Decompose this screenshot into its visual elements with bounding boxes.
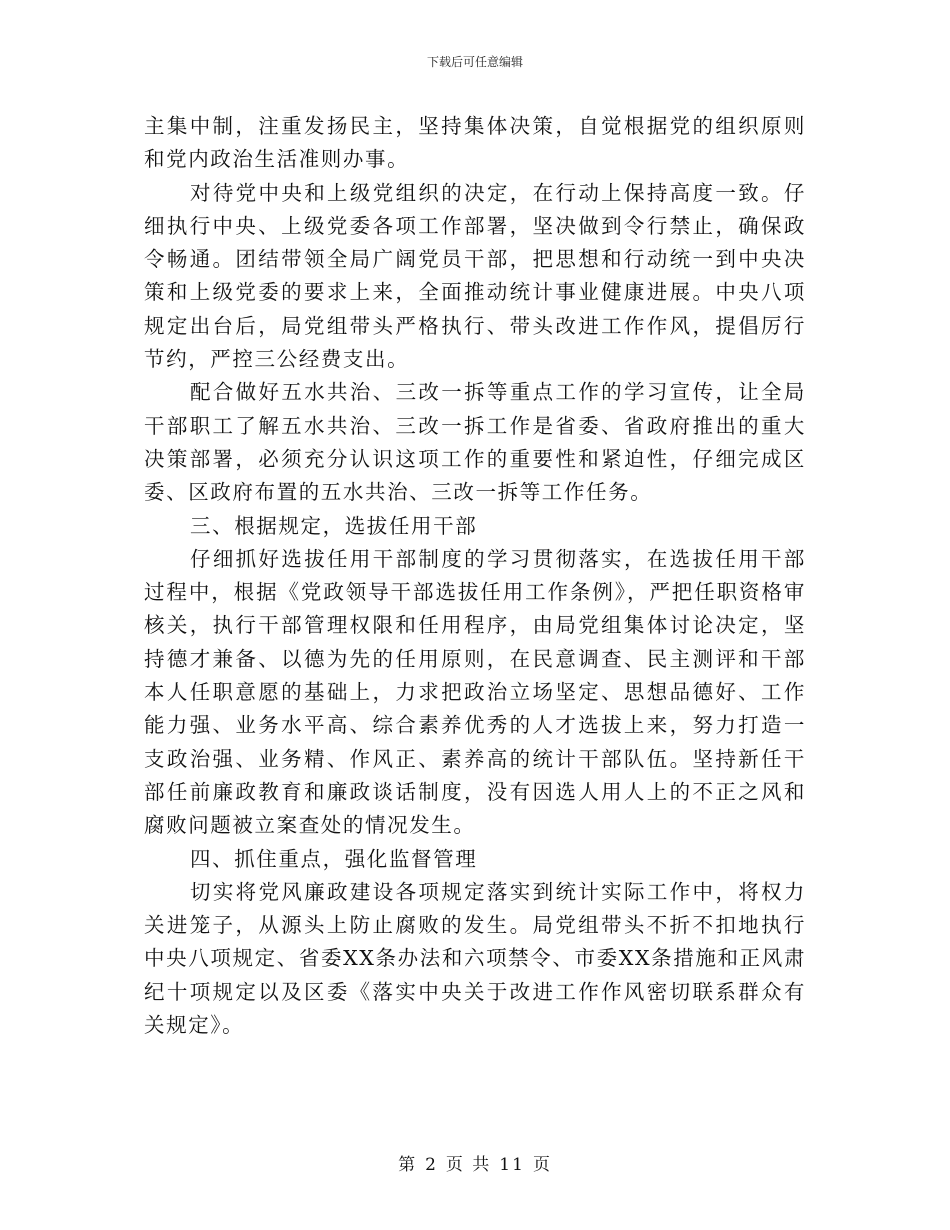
footer-middle: 页 共 xyxy=(445,1155,492,1175)
paragraph-supervision: 切实将党风廉政建设各项规定落实到统计实际工作中，将权力关进笼子，从源头上防止腐败的发生。局党组带头不折不扣地执行中央八项规定、省委XX条办法和六项禁令、市委XX条措施和正风肃纪十项规定以及区委《落实中央关于改进工作作风密切联系群众有关规定》。 xyxy=(144,879,806,1038)
footer-prefix: 第 xyxy=(398,1155,418,1175)
section-heading-cadre-selection: 三、根据规定，选拔任用干部 xyxy=(190,513,478,538)
paragraph-continuation: 主集中制，注重发扬民主，坚持集体决策，自觉根据党的组织原则和党内政治生活准则办事。 xyxy=(144,114,806,172)
document-body xyxy=(144,110,806,1042)
page-header: 下载后可任意编辑 xyxy=(426,55,523,69)
paragraph-party-central-decisions: 对待党中央和上级党组织的决定，在行动上保持高度一致。仔细执行中央、上级党委各项工作部署，坚决做到令行禁止，确保政令畅通。团结带领全局广阔党员干部，把思想和行动统一到中央决策和上级党委的要求上来，全面推动统计事业健康进展。中央八项规定出台后，局党组带头严格执行、带头改进工作作风，提倡厉行节约，严控三公经费支出。 xyxy=(144,180,806,372)
paragraph-five-water-governance: 配合做好五水共治、三改一拆等重点工作的学习宣传，让全局干部职工了解五水共治、三改一拆工作是省委、省政府推出的重大决策部署，必须充分认识这项工作的重要性和紧迫性，仔细完成区委、区政府布置的五水共治、三改一拆等工作任务。 xyxy=(144,380,806,505)
section-heading-supervision: 四、抓住重点，强化监督管理 xyxy=(190,846,478,871)
total-page-count: 11 xyxy=(499,1155,525,1175)
page-footer xyxy=(0,1154,950,1176)
paragraph-cadre-selection: 仔细抓好选拔任用干部制度的学习贯彻落实，在选拔任用干部过程中，根据《党政领导干部选拔任用工作条例》，严把任职资格审核关，执行干部管理权限和任用程序，由局党组集体讨论决定，坚持德才兼备、以德为先的任用原则，在民意调查、民主测评和干部本人任职意愿的基础上，力求把政治立场坚定、思想品德好、工作能力强、业务水平高、综合素养优秀的人才选拔上来，努力打造一支政治强、业务精、作风正、素养高的统计干部队伍。坚持新任干部任前廉政教育和廉政谈话制度，没有因选人用人上的不正之风和腐败问题被立案查处的情况发生。 xyxy=(144,546,806,838)
footer-suffix: 页 xyxy=(532,1155,552,1175)
current-page-number: 2 xyxy=(425,1155,438,1175)
